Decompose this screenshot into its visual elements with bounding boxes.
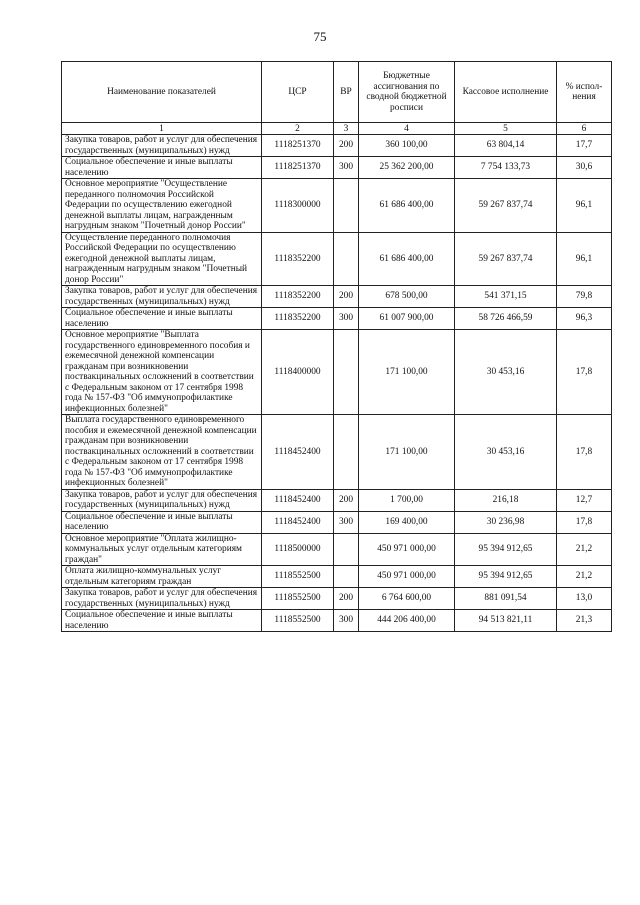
page-number: 75 [313, 29, 327, 44]
cell-csr: 1118251370 [262, 157, 334, 179]
cell-vr: 200 [334, 135, 359, 157]
table-header-row [62, 62, 612, 123]
cell-name: Основное мероприятие "Осуществление переданного полномочия Российской Федерации по осуществлению ежегодной денежной выплаты лицам, награжденным нагрудным знаком "Почетный донор России" [62, 179, 262, 233]
cell-assignments: 171 100,00 [359, 415, 455, 490]
column-number: 6 [557, 123, 612, 135]
cell-csr: 1118452400 [262, 415, 334, 490]
cell-name: Оплата жилищно-коммунальных услуг отдельным категориям граждан [62, 566, 262, 588]
cell-percent: 96,1 [557, 179, 612, 233]
cell-cash-execution: 7 754 133,73 [455, 157, 557, 179]
cell-csr: 1118352200 [262, 286, 334, 308]
cell-name: Выплата государственного единовременного пособия и ежемесячной денежной компенсации гражданам при возникновении поствакцинальных осложнений в соответствии с Федеральным законом от 17 сентября 1998 года № 157-ФЗ "Об иммунопрофилактике инфекционных болезней" [62, 415, 262, 490]
cell-vr [334, 232, 359, 286]
table-row [62, 610, 612, 632]
cell-csr: 1118300000 [262, 179, 334, 233]
cell-percent: 96,1 [557, 232, 612, 286]
cell-csr: 1118552500 [262, 566, 334, 588]
header-csr: ЦСР [262, 62, 334, 123]
table-row [62, 135, 612, 157]
cell-cash-execution: 881 091,54 [455, 588, 557, 610]
cell-vr: 200 [334, 588, 359, 610]
cell-vr: 200 [334, 489, 359, 511]
cell-csr: 1118251370 [262, 135, 334, 157]
column-number: 5 [455, 123, 557, 135]
cell-assignments: 61 686 400,00 [359, 179, 455, 233]
cell-percent: 21,3 [557, 610, 612, 632]
table-row [62, 157, 612, 179]
cell-vr: 300 [334, 308, 359, 330]
header-cash-execution: Кассовое исполнение [455, 62, 557, 123]
cell-cash-execution: 94 513 821,11 [455, 610, 557, 632]
table-row [62, 489, 612, 511]
header-name: Наименование показателей [62, 62, 262, 123]
cell-assignments: 678 500,00 [359, 286, 455, 308]
cell-cash-execution: 541 371,15 [455, 286, 557, 308]
cell-percent: 17,8 [557, 511, 612, 533]
cell-percent: 17,8 [557, 415, 612, 490]
table-row [62, 330, 612, 415]
cell-cash-execution: 63 804,14 [455, 135, 557, 157]
cell-name: Социальное обеспечение и иные выплаты населению [62, 511, 262, 533]
cell-assignments: 61 007 900,00 [359, 308, 455, 330]
cell-cash-execution: 30 236,98 [455, 511, 557, 533]
cell-assignments: 169 400,00 [359, 511, 455, 533]
cell-percent: 17,8 [557, 330, 612, 415]
cell-assignments: 450 971 000,00 [359, 533, 455, 566]
header-assignments: Бюджетные ассигнования по сводной бюджетной росписи [359, 62, 455, 123]
column-number: 1 [62, 123, 262, 135]
cell-csr: 1118552500 [262, 610, 334, 632]
column-number: 3 [334, 123, 359, 135]
column-number-row [62, 123, 612, 135]
cell-percent: 21,2 [557, 566, 612, 588]
table-row [62, 286, 612, 308]
cell-csr: 1118400000 [262, 330, 334, 415]
cell-assignments: 6 764 600,00 [359, 588, 455, 610]
table-row [62, 566, 612, 588]
cell-assignments: 450 971 000,00 [359, 566, 455, 588]
table-row [62, 588, 612, 610]
cell-name: Социальное обеспечение и иные выплаты населению [62, 610, 262, 632]
cell-name: Социальное обеспечение и иные выплаты населению [62, 157, 262, 179]
cell-csr: 1118352200 [262, 232, 334, 286]
column-number: 4 [359, 123, 455, 135]
cell-percent: 17,7 [557, 135, 612, 157]
cell-name: Осуществление переданного полномочия Российской Федерации по осуществлению ежегодной денежной выплаты лицам, награжденным нагрудным знаком "Почетный донор России" [62, 232, 262, 286]
cell-cash-execution: 95 394 912,65 [455, 566, 557, 588]
cell-assignments: 61 686 400,00 [359, 232, 455, 286]
cell-cash-execution: 30 453,16 [455, 330, 557, 415]
cell-assignments: 171 100,00 [359, 330, 455, 415]
cell-percent: 96,3 [557, 308, 612, 330]
cell-vr [334, 533, 359, 566]
table-row [62, 179, 612, 233]
cell-vr [334, 566, 359, 588]
table-row [62, 415, 612, 490]
cell-csr: 1118500000 [262, 533, 334, 566]
budget-execution-table [61, 61, 612, 632]
header-percent: % испол-нения [557, 62, 612, 123]
cell-percent: 79,8 [557, 286, 612, 308]
cell-name: Социальное обеспечение и иные выплаты населению [62, 308, 262, 330]
cell-vr [334, 330, 359, 415]
cell-vr: 200 [334, 286, 359, 308]
cell-assignments: 360 100,00 [359, 135, 455, 157]
cell-csr: 1118352200 [262, 308, 334, 330]
cell-percent: 12,7 [557, 489, 612, 511]
cell-cash-execution: 59 267 837,74 [455, 232, 557, 286]
cell-cash-execution: 30 453,16 [455, 415, 557, 490]
cell-vr: 300 [334, 157, 359, 179]
cell-csr: 1118552500 [262, 588, 334, 610]
cell-vr: 300 [334, 511, 359, 533]
cell-name: Основное мероприятие "Оплата жилищно-коммунальных услуг отдельным категориям граждан" [62, 533, 262, 566]
cell-name: Закупка товаров, работ и услуг для обеспечения государственных (муниципальных) нужд [62, 588, 262, 610]
cell-percent: 13,0 [557, 588, 612, 610]
header-vr: ВР [334, 62, 359, 123]
cell-assignments: 444 206 400,00 [359, 610, 455, 632]
cell-name: Закупка товаров, работ и услуг для обеспечения государственных (муниципальных) нужд [62, 286, 262, 308]
cell-percent: 21,2 [557, 533, 612, 566]
table-row [62, 232, 612, 286]
cell-cash-execution: 59 267 837,74 [455, 179, 557, 233]
cell-name: Основное мероприятие "Выплата государственного единовременного пособия и ежемесячной денежной компенсации гражданам при возникновении поствакцинальных осложнений в соответствии с Федеральным законом от 17 сентября 1998 года № 157-ФЗ "Об иммунопрофилактике инфекционных болезней" [62, 330, 262, 415]
cell-assignments: 1 700,00 [359, 489, 455, 511]
cell-name: Закупка товаров, работ и услуг для обеспечения государственных (муниципальных) нужд [62, 489, 262, 511]
cell-percent: 30,6 [557, 157, 612, 179]
column-number: 2 [262, 123, 334, 135]
cell-cash-execution: 216,18 [455, 489, 557, 511]
cell-csr: 1118452400 [262, 489, 334, 511]
cell-name: Закупка товаров, работ и услуг для обеспечения государственных (муниципальных) нужд [62, 135, 262, 157]
table-row [62, 308, 612, 330]
cell-cash-execution: 58 726 466,59 [455, 308, 557, 330]
cell-assignments: 25 362 200,00 [359, 157, 455, 179]
cell-vr [334, 179, 359, 233]
table-row [62, 511, 612, 533]
cell-vr: 300 [334, 610, 359, 632]
table-row [62, 533, 612, 566]
cell-csr: 1118452400 [262, 511, 334, 533]
cell-cash-execution: 95 394 912,65 [455, 533, 557, 566]
cell-vr [334, 415, 359, 490]
